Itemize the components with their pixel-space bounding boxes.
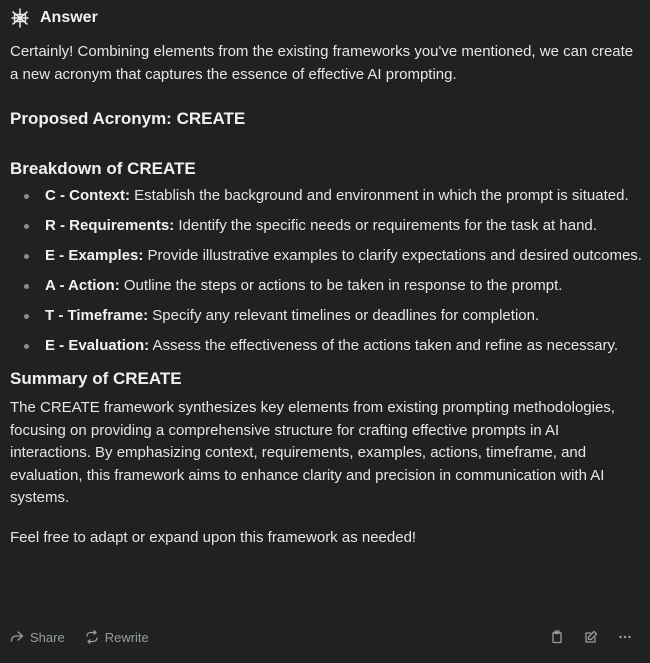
item-text: Provide illustrative examples to clarify expectations and desired outcomes. bbox=[143, 247, 642, 264]
share-icon bbox=[10, 630, 24, 644]
bullet-icon bbox=[24, 314, 29, 319]
intro-paragraph: Certainly! Combining elements from the existing frameworks you've mentioned, we can create a new acronym that captures the essence of effective AI prompting. bbox=[10, 43, 634, 83]
item-label: C - Context: bbox=[45, 187, 130, 204]
list-item bbox=[10, 275, 642, 297]
list-item bbox=[10, 185, 642, 207]
list-item bbox=[10, 305, 642, 327]
item-text: Establish the background and environment in which the prompt is situated. bbox=[130, 187, 629, 204]
copy-button[interactable] bbox=[550, 630, 564, 644]
bullet-icon bbox=[24, 284, 29, 289]
answer-panel bbox=[10, 0, 642, 549]
list-item bbox=[10, 335, 642, 357]
item-label: A - Action: bbox=[45, 277, 120, 294]
toolbar-actions bbox=[530, 630, 632, 644]
item-text: Specify any relevant timelines or deadlines for completion. bbox=[148, 307, 540, 324]
acronym-heading: Proposed Acronym: CREATE bbox=[10, 109, 246, 128]
answer-header bbox=[10, 0, 642, 36]
bullet-icon bbox=[24, 344, 29, 349]
more-icon bbox=[618, 630, 632, 644]
item-text: Identify the specific needs or requirements for the task at hand. bbox=[174, 217, 597, 234]
copy-icon bbox=[550, 630, 564, 644]
rewrite-label: Rewrite bbox=[104, 629, 149, 645]
list-item bbox=[10, 245, 642, 267]
breakdown-list bbox=[10, 185, 642, 357]
list-item bbox=[10, 215, 642, 237]
rewrite-button[interactable] bbox=[85, 630, 149, 645]
rewrite-icon bbox=[85, 630, 99, 644]
item-label: T - Timeframe: bbox=[45, 307, 149, 324]
item-label: R - Requirements: bbox=[45, 217, 175, 234]
item-label: E - Evaluation: bbox=[45, 337, 150, 354]
summary-heading: Summary of CREATE bbox=[10, 369, 182, 388]
edit-button[interactable] bbox=[584, 630, 598, 644]
share-label: Share bbox=[30, 629, 65, 645]
item-label: E - Examples: bbox=[45, 247, 144, 264]
answer-toolbar bbox=[10, 626, 632, 648]
summary-paragraph: The CREATE framework synthesizes key elements from existing prompting methodologies, focusing on providing a comprehensive structure for crafting effective prompts in AI interactions. By emphasizing context, requirements, examples, actions, timeframe, and evaluation, this framework aims to enhance clarity and precision in communication with AI systems. bbox=[10, 399, 615, 506]
item-text: Outline the steps or actions to be taken in response to the prompt. bbox=[119, 277, 563, 294]
answer-title: Answer bbox=[40, 9, 98, 26]
edit-icon bbox=[584, 630, 598, 644]
breakdown-heading: Breakdown of CREATE bbox=[10, 159, 196, 178]
bullet-icon bbox=[24, 194, 29, 199]
bullet-icon bbox=[24, 224, 29, 229]
answer-burst-icon bbox=[10, 8, 30, 28]
more-button[interactable] bbox=[618, 630, 632, 644]
closing-paragraph: Feel free to adapt or expand upon this framework as needed! bbox=[10, 528, 417, 546]
bullet-icon bbox=[24, 254, 29, 259]
item-text: Assess the effectiveness of the actions taken and refine as necessary. bbox=[149, 337, 619, 354]
share-button[interactable] bbox=[10, 630, 65, 645]
